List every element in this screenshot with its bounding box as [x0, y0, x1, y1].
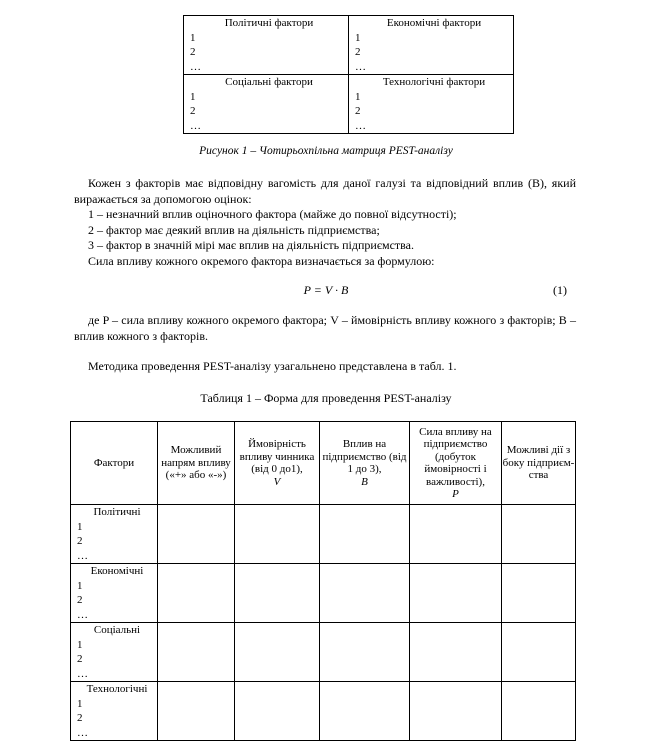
- table-row: [71, 682, 576, 741]
- table-row: [71, 564, 576, 623]
- table-cell: [158, 623, 235, 682]
- table-cell: [235, 564, 320, 623]
- paragraph-weights: Кожен з факторів має відповідну вагомість для даної галузі та відповідний вплив (В), який виражається за допомогою оцінок:: [74, 176, 576, 206]
- matrix-item: 1: [190, 31, 196, 44]
- matrix-cell-social: [184, 75, 349, 134]
- table-cell: [502, 564, 576, 623]
- table-header-row: [71, 422, 576, 505]
- list-item: 2 – фактор має деякий вплив на діяльність підприємства;: [88, 222, 380, 237]
- matrix-cell-header: Соціальні фактори: [225, 76, 313, 88]
- table-caption: Таблиця 1 – Форма для проведення PEST-аналізу: [200, 391, 452, 405]
- table-cell: [158, 564, 235, 623]
- table-cell: [502, 682, 576, 741]
- matrix-item: 2: [355, 105, 361, 117]
- matrix-cell-header: Економічні фактори: [386, 17, 482, 29]
- table-cell: [235, 623, 320, 682]
- table-cell: [320, 564, 410, 623]
- table-cell: [320, 505, 410, 564]
- table-cell: [235, 682, 320, 741]
- table-cell: [502, 623, 576, 682]
- header-factors: Фактори: [71, 422, 158, 505]
- matrix-item: 2: [355, 46, 361, 58]
- header-strength: Сила впливу на підприємство (добуток ймовірності і важливості), P: [410, 422, 502, 505]
- table-cell: [320, 623, 410, 682]
- matrix-cell-header: Технологічні фактори: [382, 76, 486, 88]
- table-row: [71, 623, 576, 682]
- list-item: 3 – фактор в значній мірі має вплив на діяльність підприємства.: [88, 238, 414, 252]
- pest-analysis-table: [70, 421, 576, 741]
- table-cell: [502, 505, 576, 564]
- matrix-item: …: [190, 119, 201, 132]
- matrix-item: 1: [355, 90, 361, 103]
- factor-cell: Технологічні 1 2 …: [71, 682, 158, 741]
- matrix-item: 1: [355, 31, 361, 44]
- table-cell: [320, 682, 410, 741]
- matrix-item: …: [190, 60, 201, 73]
- matrix-cell-technological: [349, 75, 514, 134]
- header-probability: Ймовірність впливу чинника (від 0 до1), V: [235, 422, 320, 505]
- figure-caption: Рисунок 1 – Чотирьохпільна матриця PEST-аналізу: [199, 145, 453, 157]
- factor-cell: Політичні 1 2 …: [71, 505, 158, 564]
- matrix-cell-header: Політичні фактори: [224, 17, 314, 29]
- paragraph-formula-intro: Сила впливу кожного окремого фактора визначається за формулою:: [88, 253, 435, 268]
- matrix-item: 1: [190, 90, 196, 103]
- matrix-item: …: [355, 60, 366, 73]
- paragraph-formula-legend: де P – сила впливу кожного окремого фактора; V – ймовірність впливу кожного з факторів; B – вплив кожного з факторів.: [74, 313, 576, 343]
- table-cell: [410, 682, 502, 741]
- table-cell: [158, 682, 235, 741]
- table-cell: [410, 564, 502, 623]
- table-cell: [235, 505, 320, 564]
- matrix-item: 2: [190, 105, 196, 117]
- table-cell: [158, 505, 235, 564]
- list-item: 1 – незначний вплив оціночного фактора (майже до повної відсутності);: [88, 207, 457, 221]
- formula: P = V · B: [303, 283, 349, 297]
- matrix-item: 2: [190, 46, 196, 58]
- header-impact: Вплив на підприємство (від 1 до 3), B: [320, 422, 410, 505]
- factor-cell: Соціальні 1 2 …: [71, 623, 158, 682]
- matrix-cell-economic: [349, 16, 514, 75]
- table-row: [71, 505, 576, 564]
- table-cell: [410, 623, 502, 682]
- header-direction: Можливий напрям впливу («+» або «-»): [158, 422, 235, 505]
- matrix-item: …: [355, 119, 366, 132]
- factor-cell: Економічні 1 2 …: [71, 564, 158, 623]
- matrix-cell-political: [184, 16, 349, 75]
- formula-number: (1): [553, 283, 567, 297]
- header-actions: Можливі дії з боку підприєм-ства: [502, 422, 576, 505]
- paragraph-method: Методика проведення PEST-аналізу узагальнено представлена в табл. 1.: [88, 359, 457, 373]
- table-cell: [410, 505, 502, 564]
- pest-matrix: [183, 15, 514, 134]
